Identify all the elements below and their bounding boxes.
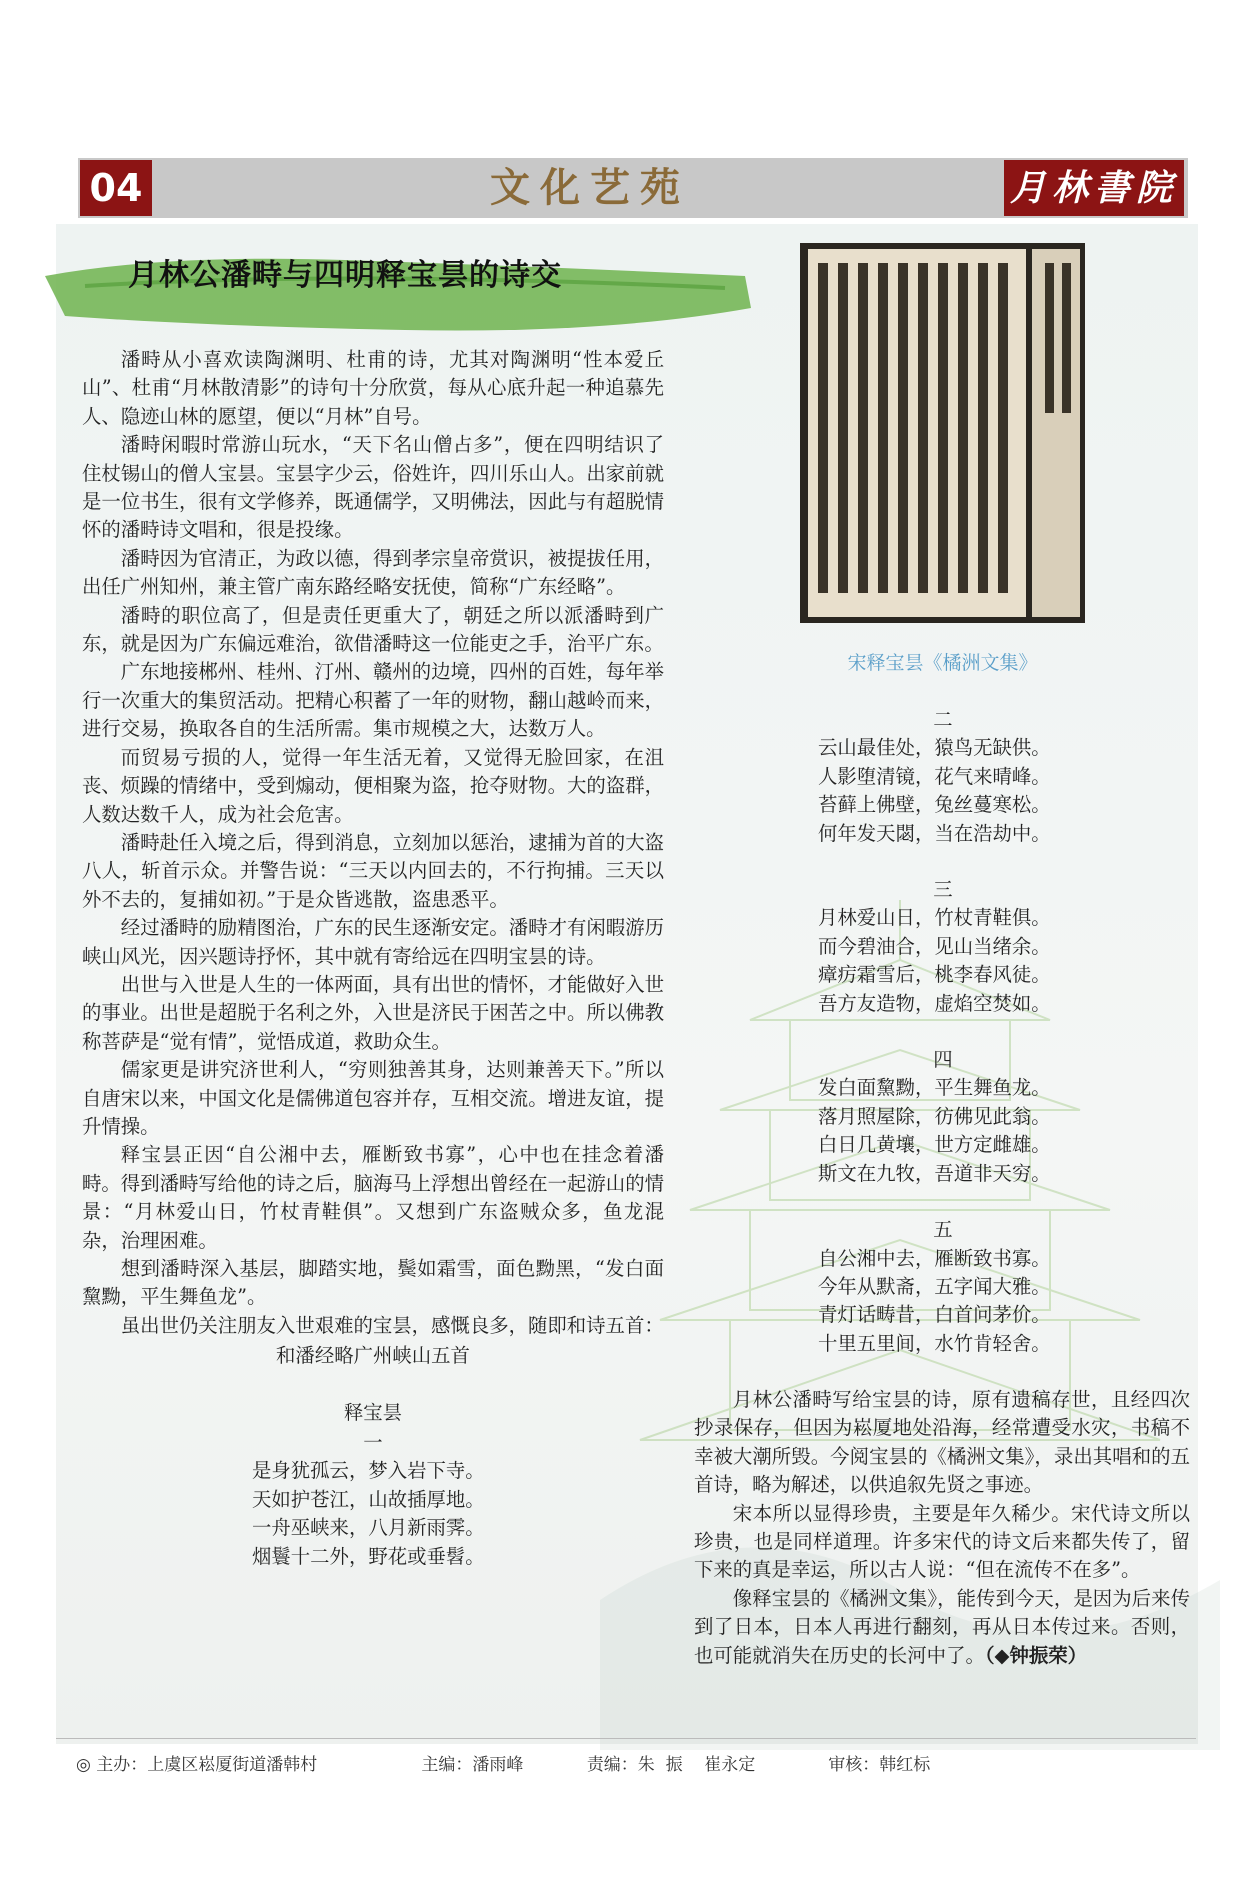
paragraph: 释宝昙正因“自公湘中去，雁断致书寡”，心中也在挂念着潘畤。得到潘畤写给他的诗之后，脑海马上浮想出曾经在一起游山的情景：“月林爱山日，竹杖青鞋俱”。又想到广东盗贼众多，鱼龙混杂，治理困难。 bbox=[82, 1143, 664, 1252]
brand-logo: 月林書院 bbox=[1004, 160, 1184, 216]
poem-line: 发白面黧黝，平生舞鱼龙。 bbox=[818, 1076, 1051, 1100]
paragraph: 虽出世仍关注朋友入世艰难的宝昙，感慨良多，随即和诗五首： bbox=[120, 1313, 664, 1337]
poem-number: 五 bbox=[933, 1218, 953, 1242]
left-column bbox=[82, 346, 664, 1571]
footer-reviewer: 审核：韩红标 bbox=[828, 1755, 931, 1775]
poem-number: 二 bbox=[933, 708, 953, 731]
poem-author: 释宝昙 bbox=[343, 1400, 403, 1424]
poem-block bbox=[818, 876, 1078, 1018]
poem-line: 何年发天閟，当在浩劫中。 bbox=[818, 821, 1051, 845]
poem-line: 一舟巫峡来，八月新雨霁。 bbox=[252, 1516, 485, 1540]
poem-number: 三 bbox=[933, 878, 953, 902]
article-title: 月林公潘畤与四明释宝昙的诗交 bbox=[128, 258, 562, 293]
poem-collection-title: 和潘经略广州峡山五首 bbox=[276, 1344, 470, 1368]
poem-line: 青灯话畴昔，白首问茅价。 bbox=[818, 1303, 1051, 1327]
book-page-image bbox=[800, 243, 1085, 623]
poem-number: 一 bbox=[363, 1431, 383, 1455]
paragraph: 潘畤赴任入境之后，得到消息，立刻加以惩治，逮捕为首的大盗八人，斩首示众。并警告说：“三天以内回去的，不行拘捕。三天以外不去的，复捕如初。”于是众皆逃散，盗患悉平。 bbox=[82, 830, 664, 911]
book-photo bbox=[800, 243, 1085, 623]
paragraph: 经过潘畤的励精图治，广东的民生逐渐安定。潘畤才有闲暇游历峡山风光，因兴题诗抒怀，其中就有寄给远在四明宝昙的诗。 bbox=[82, 916, 664, 968]
poem-block bbox=[818, 1046, 1078, 1188]
poem-line: 烟鬟十二外，野花或垂髫。 bbox=[252, 1544, 485, 1568]
paragraph: 出世与入世是人生的一体两面，具有出世的情怀，才能做好入世的事业。出世是超脱于名利之外，入世是济民于困苦之中。所以佛教称菩萨是“觉有情”，觉悟成道，救助众生。 bbox=[82, 972, 664, 1053]
paragraph-text: 像释宝昙的《橘洲文集》，能传到今天，是因为后来传到了日本，日本人再进行翻刻，再从日本传过来。否则，也可能就消失在历史的长河中了。 bbox=[694, 1586, 1190, 1667]
poem-line: 今年从默斋，五字闻大雅。 bbox=[818, 1274, 1051, 1298]
poem-line: 是身犹孤云，梦入岩下寺。 bbox=[252, 1459, 485, 1483]
footer-sponsor: ◎ 主办：上虞区崧厦街道潘韩村 bbox=[76, 1755, 318, 1775]
section-title: 文化艺苑 bbox=[490, 164, 690, 211]
poem-line: 落月照屋除，彷佛见此翁。 bbox=[818, 1104, 1051, 1128]
paragraph bbox=[694, 1585, 1190, 1670]
poem-line: 吾方友造物，虚焰空焚如。 bbox=[818, 991, 1051, 1015]
page-number: 04 bbox=[80, 160, 152, 216]
paragraph: 儒家更是讲究济世利人，“穷则独善其身，达则兼善天下。”所以自唐宋以来，中国文化是儒佛道包容并存，互相交流。增进友谊，提升情操。 bbox=[82, 1058, 664, 1138]
poem-line: 自公湘中去，雁断致书寡。 bbox=[818, 1246, 1051, 1270]
poem-line: 而今碧油合，见山当绪余。 bbox=[818, 934, 1051, 958]
footer-editors: 责编：朱 振 崔永定 bbox=[586, 1755, 756, 1775]
poem-line: 斯文在九牧，吾道非天穷。 bbox=[818, 1161, 1051, 1185]
poem-line: 瘴疠霜雪后，桃李春风徒。 bbox=[818, 963, 1051, 987]
paragraph: 月林公潘畤写给宝昙的诗，原有遗稿存世，且经四次抄录保存，但因为崧厦地处沿海，经常遭受水灾，书稿不幸被大潮所毁。今阅宝昙的《橘洲文集》，录出其唱和的五首诗，略为解述，以供追叙先贤之事迹。 bbox=[694, 1388, 1190, 1497]
poem-line: 人影堕清镜，花气来晴峰。 bbox=[818, 764, 1051, 788]
footer-chief-editor: 主编：潘雨峰 bbox=[421, 1755, 524, 1775]
byline: （◆钟振荣） bbox=[984, 1643, 1088, 1667]
paragraph: 潘畤闲暇时常游山玩水，“天下名山僧占多”，便在四明结识了住杖锡山的僧人宝昙。宝昙字少云，俗姓许，四川乐山人。出家前就是一位书生，很有文学修养，既通儒学，又明佛法，因此与有超脱情怀的潘畤诗文唱和，很是投缘。 bbox=[82, 433, 664, 542]
poem-lines bbox=[82, 1457, 664, 1571]
paragraph: 宋本所以显得珍贵，主要是年久稀少。宋代诗文所以珍贵，也是同样道理。许多宋代的诗文后来都失传了，留下来的真是幸运，所以古人说：“但在流传不在多”。 bbox=[694, 1501, 1190, 1582]
footer bbox=[76, 1750, 1196, 1775]
poem-line: 白日几黄壤，世方定雌雄。 bbox=[818, 1133, 1051, 1157]
paragraph: 潘畤的职位高了，但是责任更重大了，朝廷之所以派潘畤到广东，就是因为广东偏远难治，欲借潘畤这一位能吏之手，治平广东。 bbox=[82, 603, 664, 656]
poem-line: 云山最佳处，猿鸟无缺供。 bbox=[818, 736, 1051, 760]
paragraph: 广东地接郴州、桂州、汀州、赣州的边境，四州的百姓，每年举行一次重大的集贸活动。把精心积蓄了一年的财物，翻山越岭而来，进行交易，换取各自的生活所需。集市规模之大，达数万人。 bbox=[82, 660, 664, 741]
poem-block bbox=[818, 706, 1078, 848]
poem-line: 天如护苍江，山故插厚地。 bbox=[252, 1487, 485, 1511]
paragraph: 潘畤从小喜欢读陶渊明、杜甫的诗，尤其对陶渊明“性本爱丘山”、杜甫“月林散清影”的诗句十分欣赏，每从心底升起一种追慕先人、隐迹山林的愿望，便以“月林”自号。 bbox=[82, 348, 664, 428]
footer-divider bbox=[56, 1738, 1196, 1739]
poem-line: 苔藓上佛壁，兔丝蔓寒松。 bbox=[818, 793, 1051, 817]
paragraph: 潘畤因为官清正，为政以德，得到孝宗皇帝赏识，被提拔任用，出任广州知州，兼主管广南东路经略安抚使，简称“广东经略”。 bbox=[82, 546, 664, 599]
paragraph: 想到潘畤深入基层，脚踏实地，鬓如霜雪，面色黝黑，“发白面黧黝，平生舞鱼龙”。 bbox=[82, 1257, 664, 1309]
photo-caption: 宋释宝昙《橘洲文集》 bbox=[847, 652, 1038, 674]
poems-right-column bbox=[818, 706, 1078, 1386]
poem-block bbox=[818, 1216, 1078, 1358]
poem-line: 十里五里间，水竹肯轻舍。 bbox=[818, 1331, 1051, 1355]
poem-line: 月林爱山日，竹杖青鞋俱。 bbox=[818, 906, 1051, 930]
poem-number: 四 bbox=[933, 1048, 953, 1072]
paragraph: 而贸易亏损的人，觉得一年生活无着，又觉得无脸回家，在沮丧、烦躁的情绪中，受到煽动，便相聚为盗，抢夺财物。大的盗群，人数达数千人，成为社会危害。 bbox=[82, 745, 664, 826]
right-column bbox=[694, 1386, 1190, 1670]
